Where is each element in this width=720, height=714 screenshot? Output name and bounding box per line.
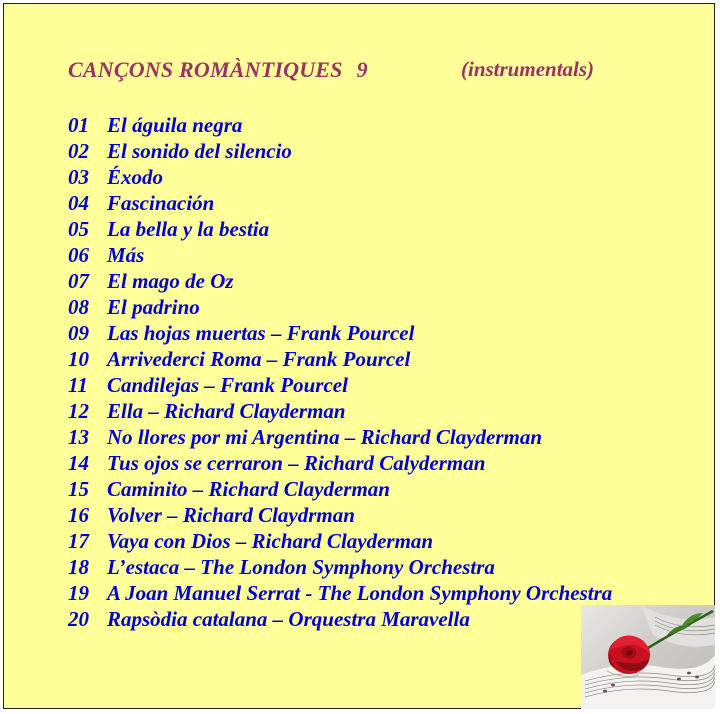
track-title: Rapsòdia catalana – Orquestra Maravella bbox=[107, 607, 470, 631]
track-number: 04 bbox=[68, 191, 89, 215]
track-number: 13 bbox=[68, 425, 89, 449]
track-number: 10 bbox=[68, 347, 89, 371]
cover-card bbox=[3, 3, 715, 709]
red-rose-on-sheet-music-icon bbox=[581, 605, 715, 709]
track-item bbox=[68, 398, 612, 424]
track-number: 17 bbox=[68, 529, 89, 553]
track-title: Las hojas muertas – Frank Pourcel bbox=[107, 321, 415, 345]
album-title bbox=[68, 57, 595, 83]
track-title: L’estaca – The London Symphony Orchestra bbox=[107, 555, 495, 579]
track-item bbox=[68, 502, 612, 528]
track-number: 05 bbox=[68, 217, 89, 241]
track-title: Vaya con Dios – Richard Clayderman bbox=[107, 529, 434, 553]
track-number: 02 bbox=[68, 139, 89, 163]
track-item bbox=[68, 294, 612, 320]
track-title: El padrino bbox=[107, 295, 200, 319]
track-item bbox=[68, 268, 612, 294]
track-item bbox=[68, 580, 612, 606]
track-item bbox=[68, 606, 612, 632]
track-item bbox=[68, 528, 612, 554]
track-title: A Joan Manuel Serrat - The London Symphony Orchestra bbox=[107, 581, 613, 605]
track-title: Arrivederci Roma – Frank Pourcel bbox=[107, 347, 411, 371]
track-title: El águila negra bbox=[107, 113, 243, 137]
track-number: 08 bbox=[68, 295, 89, 319]
track-title: Volver – Richard Claydrman bbox=[107, 503, 355, 527]
track-item bbox=[68, 554, 612, 580]
track-title: El sonido del silencio bbox=[107, 139, 292, 163]
track-item bbox=[68, 164, 612, 190]
track-number: 20 bbox=[68, 607, 89, 631]
album-volume-number: 9 bbox=[356, 57, 368, 82]
track-number: 12 bbox=[68, 399, 89, 423]
track-item bbox=[68, 242, 612, 268]
track-number: 06 bbox=[68, 243, 89, 267]
track-title: Tus ojos se cerraron – Richard Calyderman bbox=[107, 451, 486, 475]
track-title: La bella y la bestia bbox=[107, 217, 270, 241]
track-number: 18 bbox=[68, 555, 89, 579]
track-number: 11 bbox=[68, 373, 88, 397]
album-subtitle: (instrumentals) bbox=[461, 57, 595, 81]
track-number: 01 bbox=[68, 113, 89, 137]
track-title: Ella – Richard Clayderman bbox=[107, 399, 346, 423]
track-number: 09 bbox=[68, 321, 89, 345]
track-number: 15 bbox=[68, 477, 89, 501]
track-item bbox=[68, 424, 612, 450]
track-number: 03 bbox=[68, 165, 89, 189]
track-title: El mago de Oz bbox=[107, 269, 234, 293]
track-item bbox=[68, 216, 612, 242]
track-number: 19 bbox=[68, 581, 89, 605]
track-title: Éxodo bbox=[107, 165, 164, 189]
track-title: Candilejas – Frank Pourcel bbox=[107, 373, 348, 397]
track-item bbox=[68, 372, 612, 398]
track-title: No llores por mi Argentina – Richard Clayderman bbox=[107, 425, 543, 449]
track-number: 14 bbox=[68, 451, 89, 475]
track-item bbox=[68, 476, 612, 502]
track-item bbox=[68, 190, 612, 216]
track-number: 07 bbox=[68, 269, 89, 293]
track-item bbox=[68, 346, 612, 372]
album-title-main: CANÇONS ROMÀNTIQUES bbox=[68, 57, 343, 82]
track-item bbox=[68, 112, 612, 138]
track-list bbox=[68, 112, 612, 632]
track-title: Más bbox=[107, 243, 145, 267]
track-number: 16 bbox=[68, 503, 89, 527]
track-title: Fascinación bbox=[107, 191, 215, 215]
track-item bbox=[68, 320, 612, 346]
track-item bbox=[68, 450, 612, 476]
track-item bbox=[68, 138, 612, 164]
track-title: Caminito – Richard Clayderman bbox=[107, 477, 390, 501]
